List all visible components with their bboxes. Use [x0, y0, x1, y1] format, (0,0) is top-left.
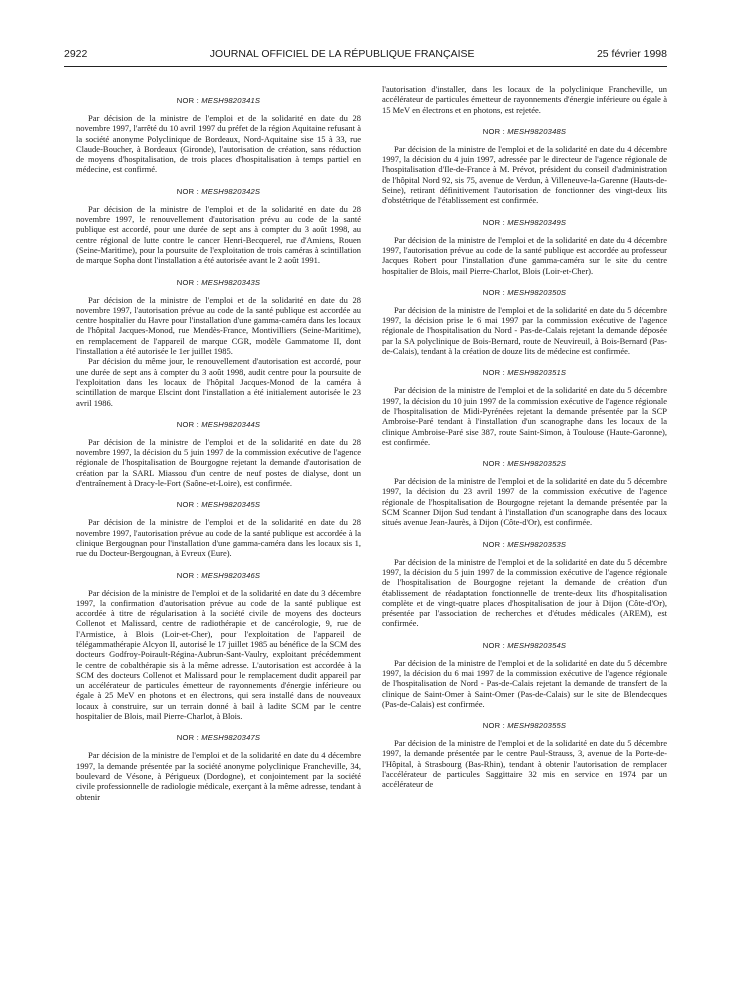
decision-entry — [382, 540, 667, 629]
nor-reference — [382, 721, 667, 730]
decision-paragraph: Par décision de la ministre de l'emploi et de la solidarité en date du 4 décembre 1997, la demande présentée par la société anonyme polyclinique Francheville, 34, boulevard de Vésone, à Périgueux (Dordogne), et conjointement par la société civile professionnelle de radiologie médicale, exerçant à la même adresse, tendant à obtenir — [76, 750, 361, 802]
decision-entry — [76, 96, 361, 175]
nor-label: NOR : — [176, 500, 199, 510]
decision-entry — [382, 459, 667, 527]
journal-title: JOURNAL OFFICIEL DE LA RÉPUBLIQUE FRANÇAISE — [209, 48, 475, 60]
nor-reference — [76, 96, 361, 105]
issue-date: 25 février 1998 — [596, 48, 667, 60]
nor-code: MESH9820354S — [507, 640, 567, 650]
decision-paragraph: Par décision de la ministre de l'emploi et de la solidarité en date du 5 décembre 1997, la décision du 10 juin 1997 de la commission exécutive de l'agence régionale de l'hospitalisation de Midi-Pyrénées rejetant la demande présentée par la SCP Ambroise-Paré tendant à l'installation d'un scanographe dans les locaux de la clinique Ambroise-Paré sise 387, route Saint-Simon, à Toulouse (Haute-Garonne), est confirmée. — [382, 385, 667, 447]
nor-reference — [76, 187, 361, 196]
decision-paragraph: Par décision de la ministre de l'emploi et de la solidarité en date du 28 novembre 1997, la décision du 5 juin 1997 de la commission exécutive de l'agence régionale de l'hospitalisation de Bourgogne rejetant la demande d'autorisation de création par la SARL Miassou d'un centre de neuf postes de dialyse, dont un d'entraînement à Dracy-le-Fort (Saône-et-Loire), est confirmée. — [76, 436, 361, 489]
decision-paragraph: Par décision du même jour, le renouvellement d'autorisation est accordé, pour une durée de sept ans à compter du 3 août 1998, audit centre pour la poursuite de l'exploitation dans les locaux de l'hôpital Jacques-Monod de la caméra à scintillation de marque Elscint dont l'installation a été initialement autorisée le 23 avril 1986. — [76, 356, 361, 408]
decision-body — [76, 517, 361, 558]
decision-entry — [76, 500, 361, 558]
decision-body — [382, 144, 667, 206]
decision-entry — [76, 278, 361, 408]
decision-paragraph: Par décision de la ministre de l'emploi et de la solidarité en date du 28 novembre 1997, l'autorisation prévue au code de la santé publique est accordée à la clinique Bergougnan pour l'installation d'une gamma-caméra dans les locaux sis 1, rue du Docteur-Bergougnan, à Evreux (Eure). — [76, 517, 361, 559]
nor-label: NOR : — [176, 186, 199, 196]
decision-entry — [382, 127, 667, 206]
decision-paragraph: Par décision de la ministre de l'emploi et de la solidarité en date du 3 décembre 1997, la confirmation d'autorisation prévue au code de la santé publique est accordée à titre de régularisation à la société civile de moyens des docteurs Collenot et Malissard, centre de radiothérapie et de cancérologie, 9, rue de l'Armistice, à Blois (Loir-et-Cher), pour l'exploitation de l'appareil de télégammathérapie Alcyon II, autorisé le 17 juillet 1985 au bénéfice de la SCM des docteurs Godfroy-Poirault-Régina-Aubrun-Sant-Vaulry, exploitant précédemment le centre de cobalthérapie sis à la même adresse. L'autorisation est accordée à la SCM des docteurs Collenot et Malissard pour le remplacement dudit appareil par un accélérateur de particules émetteur de rayonnements d'énergie inférieure ou égale à 25 MeV en photons et en électrons, qui sera installé dans de nouveaux locaux à construire, sur un terrain donné à bail à ladite SCM par le centre hospitalier de Blois, mail Pierre-Charlot, à Blois. — [76, 587, 361, 722]
nor-code: MESH9820350S — [507, 287, 567, 297]
nor-label: NOR : — [482, 287, 505, 297]
nor-label: NOR : — [176, 277, 199, 287]
decision-entry — [76, 571, 361, 722]
decision-entry — [76, 733, 361, 801]
left-column — [76, 84, 361, 802]
decision-body — [382, 84, 667, 115]
decision-body — [382, 557, 667, 629]
right-column — [382, 84, 667, 790]
decision-paragraph: Par décision de la ministre de l'emploi et de la solidarité en date du 4 décembre 1997, la décision du 4 juin 1997, adressée par le directeur de l'agence régionale de l'hospitalisation d'Ile-de-France à M. Prévot, président du conseil d'administration de l'hôpital Nord 92, sis 75, avenue de Verdun, à Villeneuve-la-Garenne (Hauts-de-Seine), retirant définitivement l'autorisation de fonctionner des vingt-deux lits d'obstétrique de l'établissement est confirmée. — [382, 143, 667, 206]
nor-code: MESH9820344S — [201, 419, 261, 429]
nor-label: NOR : — [482, 459, 505, 469]
nor-label: NOR : — [482, 217, 505, 227]
decision-body — [76, 588, 361, 722]
nor-label: NOR : — [176, 733, 199, 743]
decision-body — [382, 658, 667, 709]
header-rule — [64, 66, 667, 67]
nor-label: NOR : — [482, 721, 505, 731]
decision-entry — [382, 641, 667, 709]
decision-body — [382, 385, 667, 447]
decision-body — [382, 305, 667, 356]
decision-paragraph: Par décision de la ministre de l'emploi et de la solidarité en date du 5 décembre 1997, la décision du 23 avril 1997 de la commission exécutive de l'agence régionale de l'hospitalisation de Bourgogne rejetant la demande présentée par la SCM Scanner Dijon Sud tendant à l'installation d'un scanographe dans des locaux situés avenue Jean-Jaurès, à Dijon (Côte-d'Or), est confirmée. — [382, 476, 667, 528]
decision-body — [382, 738, 667, 789]
nor-label: NOR : — [482, 126, 505, 136]
nor-code: MESH9820342S — [201, 186, 261, 196]
nor-reference — [76, 420, 361, 429]
nor-reference — [382, 368, 667, 377]
decision-body — [76, 113, 361, 175]
decision-paragraph: Par décision de la ministre de l'emploi et de la solidarité en date du 5 décembre 1997, la demande présentée par le centre Paul-Strauss, 3, avenue de la Porte-de-l'Hôpital, à Strasbourg (Bas-Rhin), tendant à obtenir l'autorisation de remplacer l'accélérateur de particules Saggittaire 32 mis en service en 1974 par un accélérateur de — [382, 738, 667, 790]
nor-label: NOR : — [482, 640, 505, 650]
nor-reference — [382, 288, 667, 297]
decision-body — [382, 476, 667, 527]
nor-label: NOR : — [176, 570, 199, 580]
nor-reference — [76, 278, 361, 287]
nor-code: MESH9820345S — [201, 500, 261, 510]
decision-body — [76, 204, 361, 266]
nor-code: MESH9820347S — [201, 733, 261, 743]
page-number: 2922 — [64, 48, 88, 60]
decision-entry — [382, 218, 667, 276]
decision-paragraph: Par décision de la ministre de l'emploi et de la solidarité en date du 5 décembre 1997, la décision du 5 juin 1997 de la commission exécutive de l'agence régionale de l'hospitalisation de Bourgogne rejetant la demande de création d'un établissement de réadaptation fonctionnelle de trente-deux lits d'hospitalisation complète et de vingt-quatre places d'hospitalisation de jour à Dijon (Côte-d'Or), présentée par l'association de recherches et d'études médicales (AREM), est confirmée. — [382, 556, 667, 629]
nor-code: MESH9820351S — [507, 368, 567, 378]
decision-body — [76, 437, 361, 488]
nor-label: NOR : — [482, 368, 505, 378]
nor-code: MESH9820346S — [201, 570, 261, 580]
decision-entry — [76, 187, 361, 266]
nor-code: MESH9820355S — [507, 721, 567, 731]
nor-code: MESH9820341S — [201, 96, 261, 105]
decision-entry — [382, 721, 667, 789]
decision-paragraph: Par décision de la ministre de l'emploi et de la solidarité en date du 28 novembre 1997, l'arrêté du 10 avril 1997 du préfet de la région Aquitaine refusant à la société anonyme Polyclinique de Bordeaux, Nord-Aquitaine sise 15 à 33, rue Claude-Boucher, à Bordeaux (Gironde), l'autorisation de création, sans réduction de moyens d'hospitalisation, de trois places d'hospitalisation à temps partiel en médecine, est confirmé. — [76, 113, 361, 175]
nor-reference — [382, 127, 667, 136]
decision-paragraph: Par décision de la ministre de l'emploi et de la solidarité en date du 28 novembre 1997, l'autorisation prévue au code de la santé publique est accordée au centre hospitalier du Havre pour l'installation d'une gamma-caméra dans les locaux de l'hôpital Jacques-Monod, rue Mendès-France, Montivilliers (Seine-Maritime), en remplacement de l'appareil de marque CGR, modèle Gammatome II, dont l'installation a été autorisée le 1er juillet 1985. — [76, 294, 361, 357]
decision-body — [382, 235, 667, 276]
nor-label: NOR : — [176, 96, 199, 105]
nor-code: MESH9820348S — [507, 126, 567, 136]
decision-entry — [76, 420, 361, 488]
nor-label: NOR : — [482, 539, 505, 549]
decision-entry — [382, 288, 667, 356]
nor-reference — [382, 459, 667, 468]
decision-body — [76, 295, 361, 408]
decision-paragraph: Par décision de la ministre de l'emploi et de la solidarité en date du 5 décembre 1997, la décision du 6 mai 1997 de la commission exécutive de l'agence régionale de l'hospitalisation de Nord - Pas-de-Calais rejetant la demande de transfert de la clinique de Saint-Omer à Saint-Omer (Pas-de-Calais) sur le site de Blendecques (Pas-de-Calais) est confirmée. — [382, 657, 667, 709]
page-header — [64, 48, 667, 60]
decision-paragraph: Par décision de la ministre de l'emploi et de la solidarité en date du 28 novembre 1997, le renouvellement d'autorisation prévu au code de la santé publique est accordé, pour une durée de sept ans à compter du 3 août 1998, au centre régional de lutte contre le cancer Henri-Becquerel, rue d'Amiens, Rouen (Seine-Maritime), pour la poursuite de l'exploitation de trois caméras à scintillation de marque Sopha dont l'installation a été autorisée avant le 2 août 1991. — [76, 203, 361, 266]
decision-paragraph: Par décision de la ministre de l'emploi et de la solidarité en date du 5 décembre 1997, la décision prise le 6 mai 1997 par la commission exécutive de l'agence régionale de l'hospitalisation du Nord - Pas-de-Calais rejetant la demande déposée par la SA polyclinique de Bois-Bernard, route de Neuvireuil, à Bois-Bernard (Pas-de-Calais), tendant à la création de douze lits de médecine est confirmée. — [382, 304, 667, 357]
nor-reference — [382, 641, 667, 650]
decision-body — [76, 750, 361, 801]
decision-entry — [382, 368, 667, 447]
nor-code: MESH9820353S — [507, 539, 567, 549]
nor-reference — [76, 733, 361, 742]
nor-reference — [382, 218, 667, 227]
nor-code: MESH9820352S — [507, 459, 567, 469]
nor-code: MESH9820343S — [201, 277, 261, 287]
decision-entry — [382, 84, 667, 115]
nor-reference — [382, 540, 667, 549]
nor-code: MESH9820349S — [507, 217, 567, 227]
decision-paragraph: l'autorisation d'installer, dans les locaux de la polyclinique Francheville, un accélérateur de particules émetteur de rayonnements d'énergie inférieure ou égale à 15 MeV en électrons et en photons, est rejetée. — [382, 84, 667, 115]
nor-label: NOR : — [176, 419, 199, 429]
nor-reference — [76, 500, 361, 509]
nor-reference — [76, 571, 361, 580]
decision-paragraph: Par décision de la ministre de l'emploi et de la solidarité en date du 4 décembre 1997, l'autorisation prévue au code de la santé publique est accordée au professeur Jacques Robert pour l'installation d'une gamma-caméra sur le site du centre hospitalier de Blois, mail Pierre-Charlot, Blois (Loir-et-Cher). — [382, 234, 667, 276]
